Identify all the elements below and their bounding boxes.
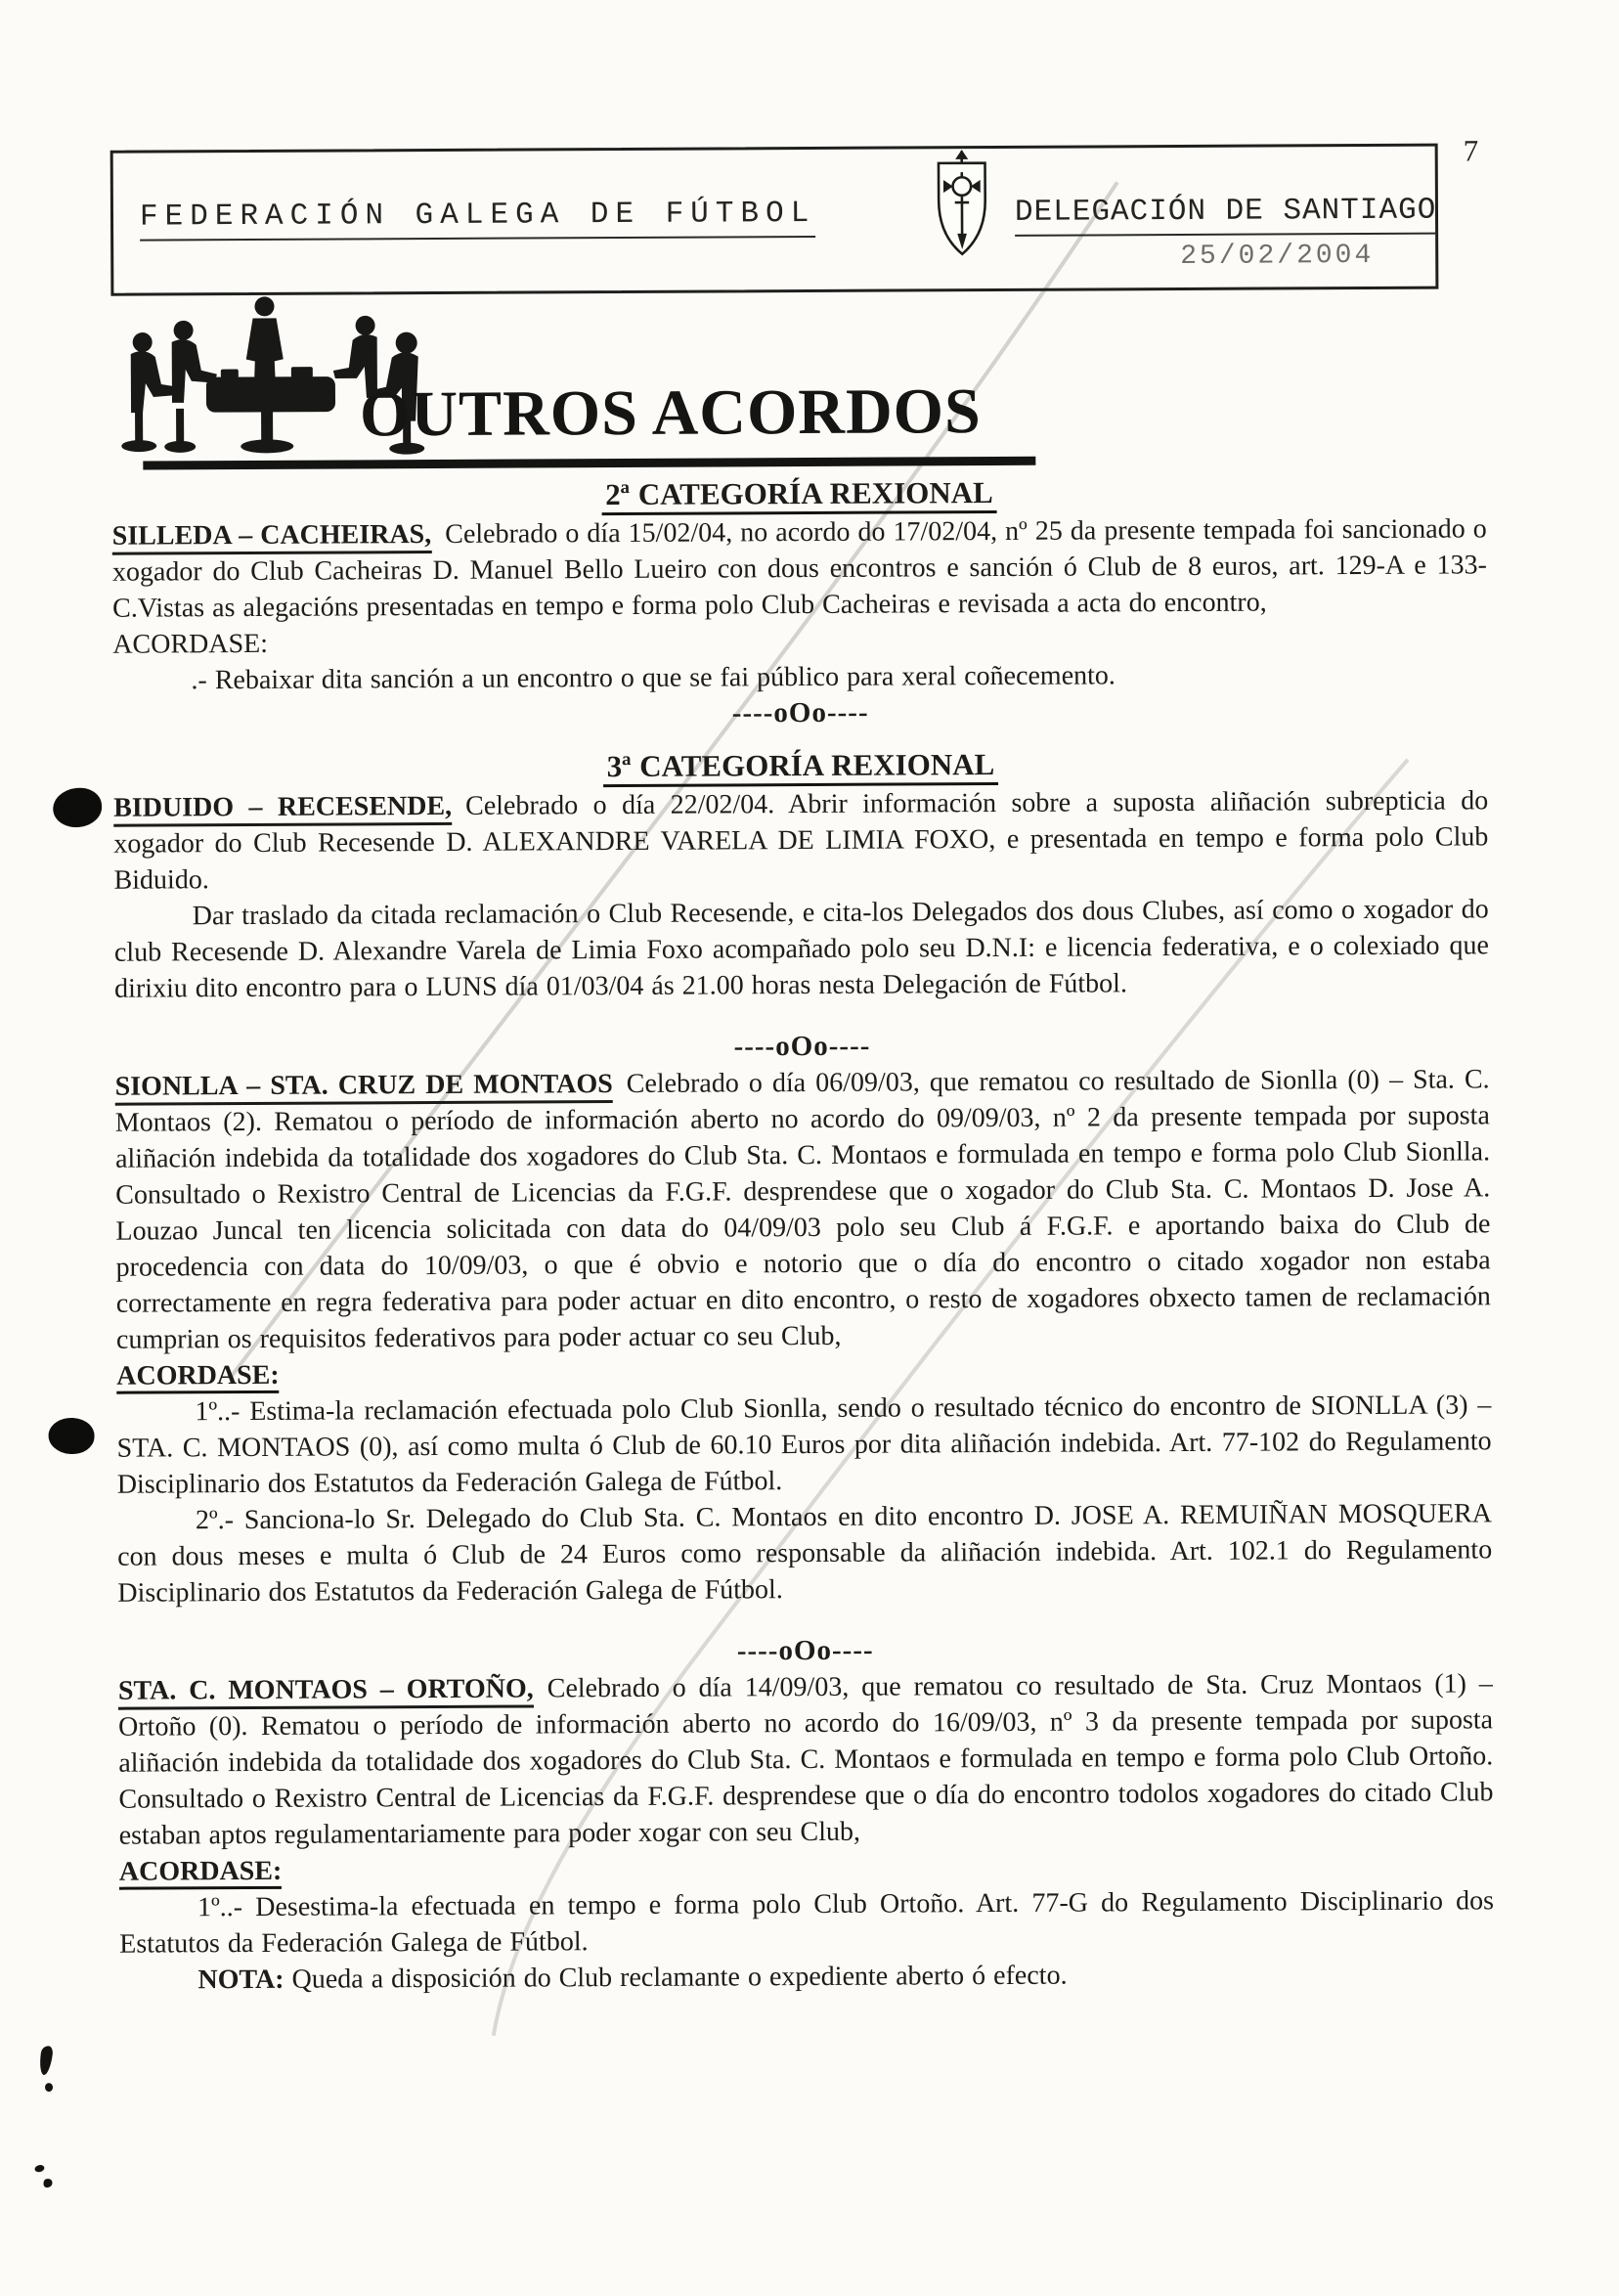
federation-shield-icon	[932, 150, 993, 261]
acordo-text: Celebrado o día 22/02/04. Abrir información sobre a suposta aliñación subrepticia do xogador do Club Recesende D. ALEXANDRE VARELA DE LIMIA FOXO, e presentada en tempo e forma polo Club Biduido.	[113, 785, 1489, 896]
separator: ----oOo----	[736, 1634, 874, 1667]
binder-dot	[47, 1416, 95, 1455]
match-title: STA. C. MONTAOS – ORTOÑO,	[118, 1673, 534, 1709]
ink-mark	[45, 2083, 53, 2092]
ink-mark	[38, 2045, 54, 2075]
delegation-name: DELEGACIÓN DE SANTIAGO	[1015, 194, 1436, 237]
federation-name: FEDERACIÓN GALEGA DE FÚTBOL	[140, 197, 816, 242]
ink-mark	[34, 2164, 45, 2173]
nota-line	[119, 1955, 1494, 1998]
binder-dot	[51, 785, 104, 829]
section-heading-text: 2ª CATEGORÍA REXIONAL	[601, 475, 997, 515]
match-title: BIDUIDO – RECESENDE,	[113, 791, 452, 827]
ink-mark	[44, 2179, 53, 2187]
acordase-label: ACORDASE:	[116, 1360, 280, 1394]
resolution: .- Rebaixar dita sanción a un encontro o que se fai público para xeral coñecemento.	[191, 660, 1116, 696]
acordo-text: Celebrado o día 15/02/04, no acordo do 17/02/04, nº 25 da presente tempada foi sancionado o xogador do Club Cacheiras D. Manuel Bello Lueiro con dous encontros e sanción ó Club de 8 euros, art. 129-A e 133-C.Vistas as alegacións presentadas en tempo e forma polo Club Cacheiras e revisada a acta do encontro,	[111, 513, 1487, 624]
match-title: SILLEDA – CACHEIRAS,	[112, 519, 432, 555]
acordase-label: ACORDASE:	[119, 1856, 283, 1890]
resolution: 2º.- Sanciona-lo Sr. Delegado do Club Sta. C. Montaos en dito encontro D. JOSE A. REMUIÑAN MOSQUERA con dous meses e multa ó Club de 24 Euros como responsable da aliñación indebida. Art. 102.1 do Regulamento Disciplinario dos Estatutos da Federación Galega de Fútbol.	[117, 1498, 1493, 1609]
document-title: OUTROS ACORDOS	[359, 375, 982, 451]
header-date: 25/02/2004	[1180, 240, 1375, 273]
acordo-montaos-ortono	[118, 1665, 1494, 1853]
page-number: 7	[1463, 133, 1479, 168]
acordo-text: Celebrado o día 06/09/03, que rematou co resultado de Sionlla (0) – Sta. C. Montaos (2). Rematou o período de información aberto no acordo do 09/09/03, nº 2 da presente tempada por suposta aliñación indebida da totalidade dos xogadores do Club Sta. C. Montaos e formulada en tempo e forma polo Club Sionlla. Consultado o Rexistro Central de Licencias da F.G.F. desprendese que o xogador do Club Sta. C. Montaos D. Jose A. Louzao Juncal ten licencia solicitada con data do 04/09/03 polo seu Club á F.G.F. e aportando baixa do Club de procedencia con data do 10/09/03, o que é obvio e notorio que o día do encontro o citado xogador non estaba correctamente en regra federativa para poder actuar en dito encontro, o resto de xogadores obxecto tamen de reclamación cumprian os requisitos federativos para poder actuar co seu Club,	[114, 1064, 1491, 1355]
acordo-sionlla-montaos	[115, 1061, 1492, 1357]
document-body	[111, 469, 1494, 1998]
acordase-label: ACORDASE:	[112, 628, 269, 660]
separator: ----oOo----	[731, 696, 869, 729]
resolution: 1º..- Desestima-la efectuada en tempo e forma polo Club Ortoño. Art. 77-G do Regulamento Disciplinario dos Estatutos da Federación Galega de Fútbol.	[119, 1885, 1495, 1960]
separator: ----oOo----	[733, 1030, 871, 1063]
acordo-text: Celebrado o día 14/09/03, que rematou co resultado de Sta. Cruz Montaos (1) – Ortoño (0). Rematou o período de información aberto no acordo do 16/09/03, nº 3 da presente tempada por suposta aliñación indebida da totalidade dos xogadores do Club Sta. C. Montaos e formulada en tempo e forma polo Club Ortoño. Consultado o Rexistro Central de Licencias da F.G.F. desprendese que o día do encontro todolos xogadores do citado Club estaban aptos regulamentariamente para poder xogar con seu Club,	[118, 1668, 1494, 1851]
match-title: SIONLLA – STA. CRUZ DE MONTAOS	[115, 1069, 613, 1106]
resolution: 1º..- Estima-la reclamación efectuada polo Club Sionlla, sendo o resultado técnico do encontro de SIONLLA (3) – STA. C. MONTAOS (0), así como multa ó Club de 60.10 Euros por dita aliñación indebida. Art. 77-102 do Regulamento Disciplinario dos Estatutos da Federación Galega de Fútbol.	[116, 1390, 1492, 1500]
header-box	[110, 144, 1439, 296]
acordo-biduido-recesende	[113, 782, 1489, 898]
acordo-paragraph: Dar traslado da citada reclamación o Club Recesende, e cita-los Delegados dos dous Clubes, así como o xogador do club Recesende D. Alexandre Varela de Limia Foxo acompañado polo seu D.N.I: e licencia federativa, e o colexiado que dirixiu dito encontro para o LUNS día 01/03/04 ás 21.00 horas nesta Delegación de Fútbol.	[113, 894, 1490, 1004]
nota-text: Queda a disposición do Club reclamante o expediente aberto ó efecto.	[291, 1960, 1068, 1995]
section-heading-3a	[113, 741, 1488, 789]
section-heading-2a	[111, 469, 1486, 517]
nota-label: NOTA:	[197, 1964, 284, 1996]
section-heading-text: 3ª CATEGORÍA REXIONAL	[603, 747, 999, 787]
acordo-silleda-cacheiras	[112, 510, 1488, 626]
